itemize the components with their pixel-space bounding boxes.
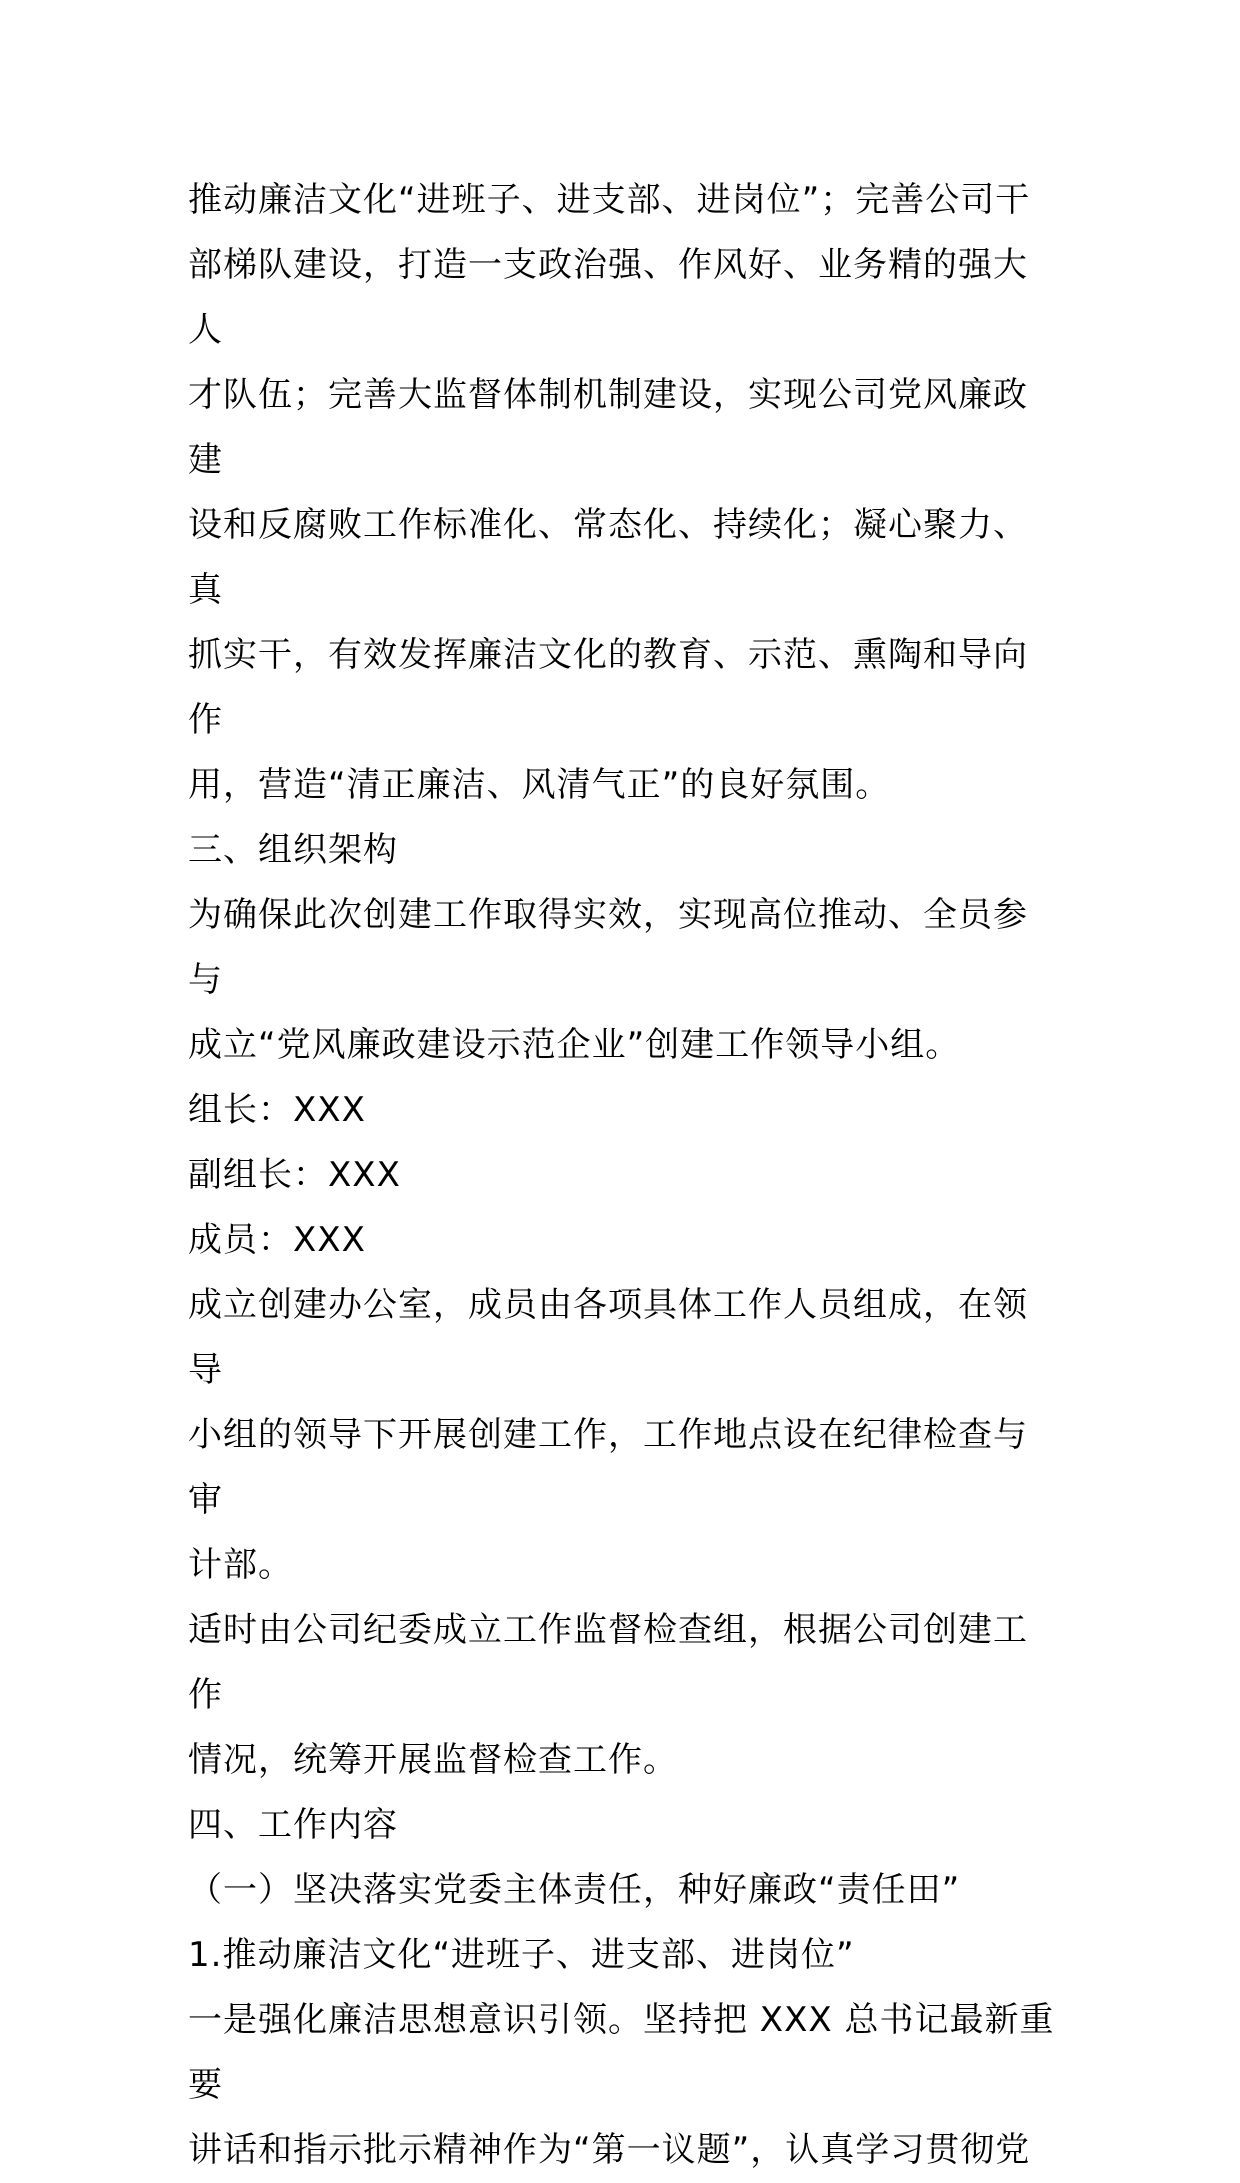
body-text-line: 适时由公司纪委成立工作监督检查组，根据公司创建工作 [188,1610,1028,1715]
subsection-heading: （一）坚决落实党委主体责任，种好廉政“责任田” [188,1870,961,1910]
body-text-line: 一是强化廉洁思想意识引领。坚持把 XXX 总书记最新重要 [188,2000,1055,2105]
body-text-line: 才队伍；完善大监督体制机制建设，实现公司党风廉政建 [188,375,1028,480]
body-text-line: 成立创建办公室，成员由各项具体工作人员组成，在领导 [188,1285,1028,1390]
body-text-line: 用，营造“清正廉洁、风清气正”的良好氛围。 [188,765,891,805]
document-body [188,168,1058,2183]
body-text-line: 计部。 [188,1545,293,1585]
section-heading: 三、组织架构 [188,830,398,870]
body-text-line: 部梯队建设，打造一支政治强、作风好、业务精的强大人 [188,245,1028,350]
body-text-line: 讲话和指示批示精神作为“第一议题”，认真学习贯彻党 [188,2130,1031,2170]
body-text-line: 情况，统筹开展监督检查工作。 [188,1740,678,1780]
body-text-line: 设和反腐败工作标准化、常态化、持续化；凝心聚力、真 [188,505,1028,610]
body-text-line: 抓实干，有效发挥廉洁文化的教育、示范、熏陶和导向作 [188,635,1028,740]
body-text-line: 为确保此次创建工作取得实效，实现高位推动、全员参与 [188,895,1028,1000]
team-member-line: 成员：XXX [188,1220,366,1260]
section-heading: 四、工作内容 [188,1805,398,1845]
body-text-line: 小组的领导下开展创建工作，工作地点设在纪律检查与审 [188,1415,1028,1520]
team-deputy-leader-line: 副组长：XXX [188,1155,401,1195]
team-leader-line: 组长：XXX [188,1090,366,1130]
body-text-line: 推动廉洁文化“进班子、进支部、进岗位”；完善公司干 [188,180,1031,220]
item-heading: 1.推动廉洁文化“进班子、进支部、进岗位” [188,1935,855,1975]
body-text-line: 成立“党风廉政建设示范企业”创建工作领导小组。 [188,1025,961,1065]
